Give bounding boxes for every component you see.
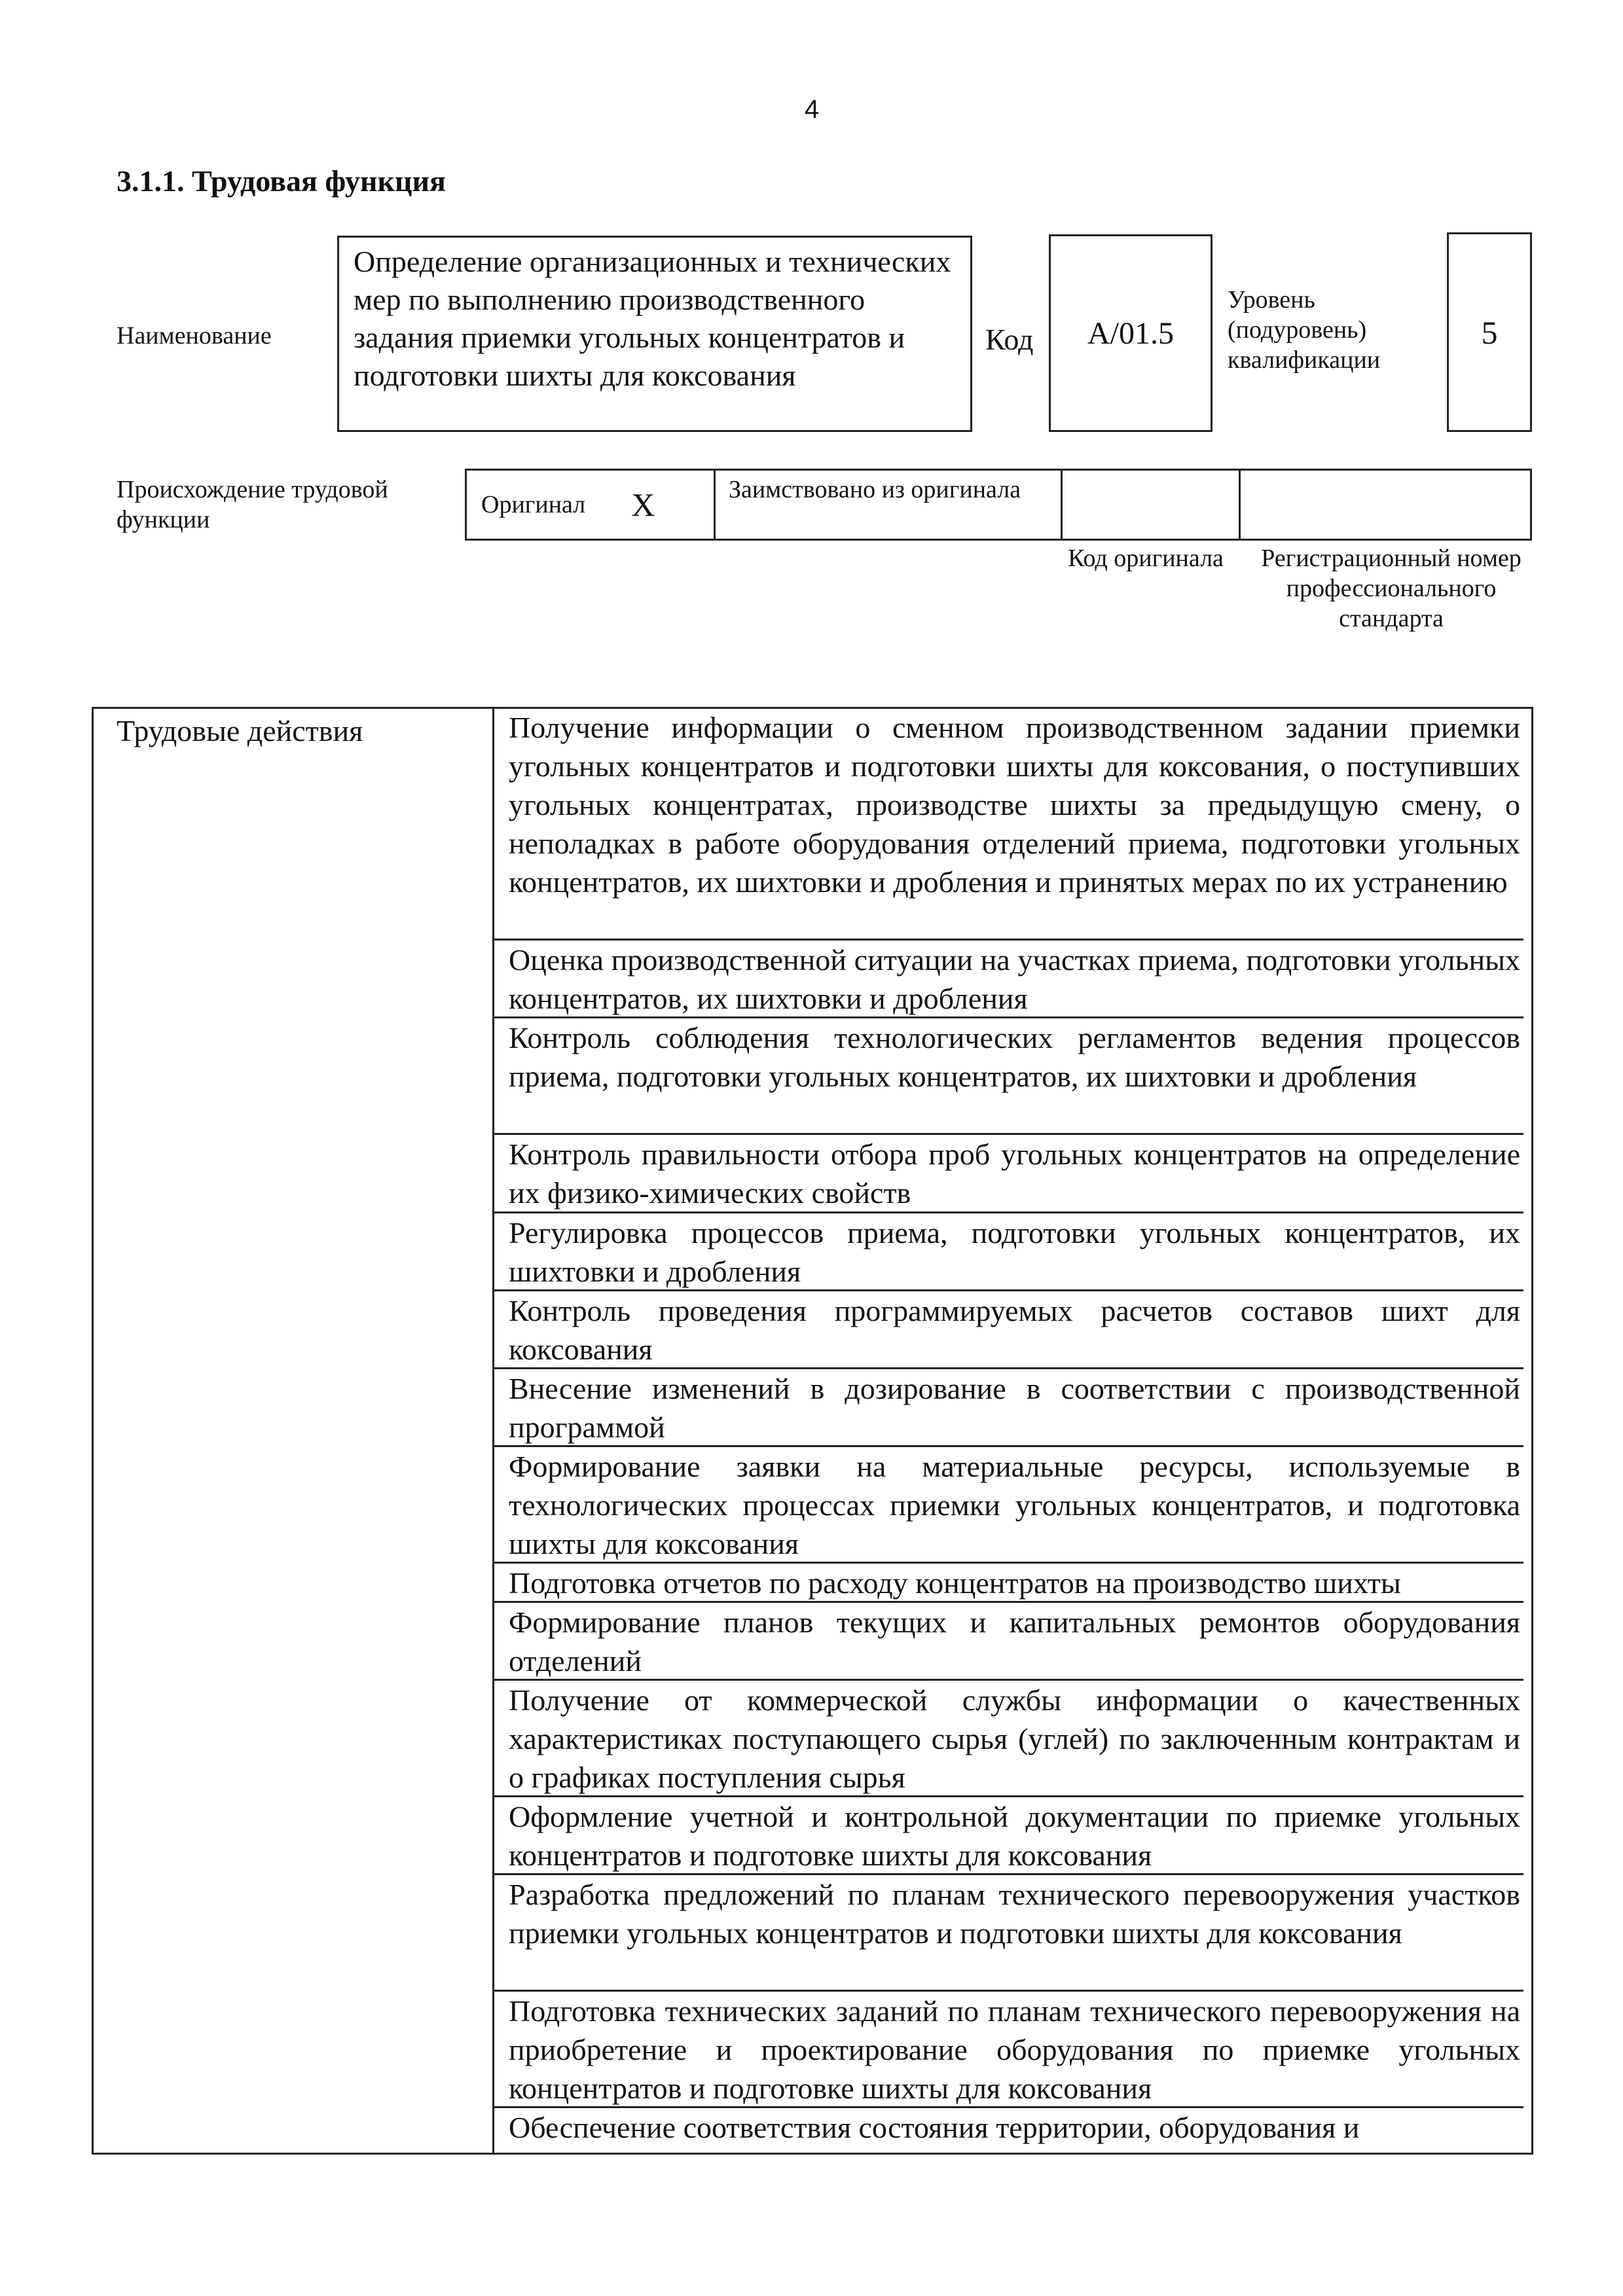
origin-table	[465, 469, 1532, 541]
action-item: Контроль соблюдения технологических регламентов ведения процессов приема, подготовки угольных концентратов, их шихтовки и дробления	[509, 1021, 1520, 1093]
section-title: 3.1.1. Трудовая функция	[117, 164, 446, 198]
action-item: Внесение изменений в дозирование в соответствии с производственной программой	[509, 1372, 1520, 1444]
action-item: Подготовка отчетов по расходу концентратов на производство шихты	[509, 1566, 1401, 1600]
code-value: A/01.5	[1049, 234, 1213, 432]
action-item: Получение от коммерческой службы информации о качественных характеристиках поступающего сырья (углей) по заключенным контрактам и о графиках поступления сырья	[509, 1683, 1520, 1794]
actions-label: Трудовые действия	[117, 714, 363, 747]
action-item: Контроль правильности отбора проб угольных концентратов на определение их физико-химических свойств	[509, 1138, 1520, 1210]
action-item: Разработка предложений по планам технического перевооружения участков приемки угольных концентратов и подготовки шихты для коксования	[509, 1878, 1520, 1950]
action-item: Обеспечение соответствия состояния территории, оборудования и	[509, 2111, 1360, 2144]
actions-divider	[492, 707, 494, 2155]
action-item: Регулировка процессов приема, подготовки угольных концентратов, их шихтовки и дробления	[509, 1216, 1520, 1288]
code-original-cell	[1063, 471, 1241, 539]
original-mark: X	[631, 486, 655, 523]
original-label: Оригинал	[481, 491, 586, 518]
original-cell	[467, 471, 716, 539]
reg-number-cell	[1241, 471, 1530, 539]
origin-label: Происхождение трудовой функции	[117, 476, 388, 533]
action-item: Оценка производственной ситуации на участках приема, подготовки угольных концентратов, их шихтовки и дробления	[509, 943, 1520, 1015]
level-label: Уровень (подуровень) квалификации	[1228, 286, 1381, 374]
action-item: Формирование планов текущих и капитальных ремонтов оборудования отделений	[509, 1605, 1520, 1677]
action-item: Формирование заявки на материальные ресурсы, используемые в технологических процессах приемки угольных концентратов, и подготовка шихты для коксования	[509, 1450, 1520, 1560]
action-item: Получение информации о сменном производственном задании приемки угольных концентратов и подготовки шихты для коксования, о поступивших угольных концентратах, производстве шихты за предыдущую смену, о неполадках в работе оборудования отделений приема, подготовки угольных концентратов, их шихтовки и дробления и принятых мерах по их устранению	[509, 711, 1520, 899]
page-number: 4	[804, 95, 820, 124]
caption-reg-number: Регистрационный номер профессионального стандарта	[1261, 545, 1522, 632]
action-item: Подготовка технических заданий по планам технического перевооружения на приобретение и проектирование оборудования по приемке угольных концентратов и подготовке шихты для коксования	[509, 1994, 1520, 2105]
caption-code-original: Код оригинала	[1068, 545, 1224, 572]
level-value: 5	[1447, 232, 1532, 432]
name-value: Определение организационных и технических мер по выполнению производственного задания приемки угольных концентратов и подготовки шихты для коксования	[337, 236, 972, 432]
code-label: Код	[985, 323, 1034, 356]
borrowed-label: Заимствовано из оригинала	[716, 471, 1063, 539]
action-item: Оформление учетной и контрольной документации по приемке угольных концентратов и подготовке шихты для коксования	[509, 1800, 1520, 1872]
action-item: Контроль проведения программируемых расчетов составов шихт для коксования	[509, 1294, 1520, 1366]
name-label: Наименование	[117, 322, 272, 350]
